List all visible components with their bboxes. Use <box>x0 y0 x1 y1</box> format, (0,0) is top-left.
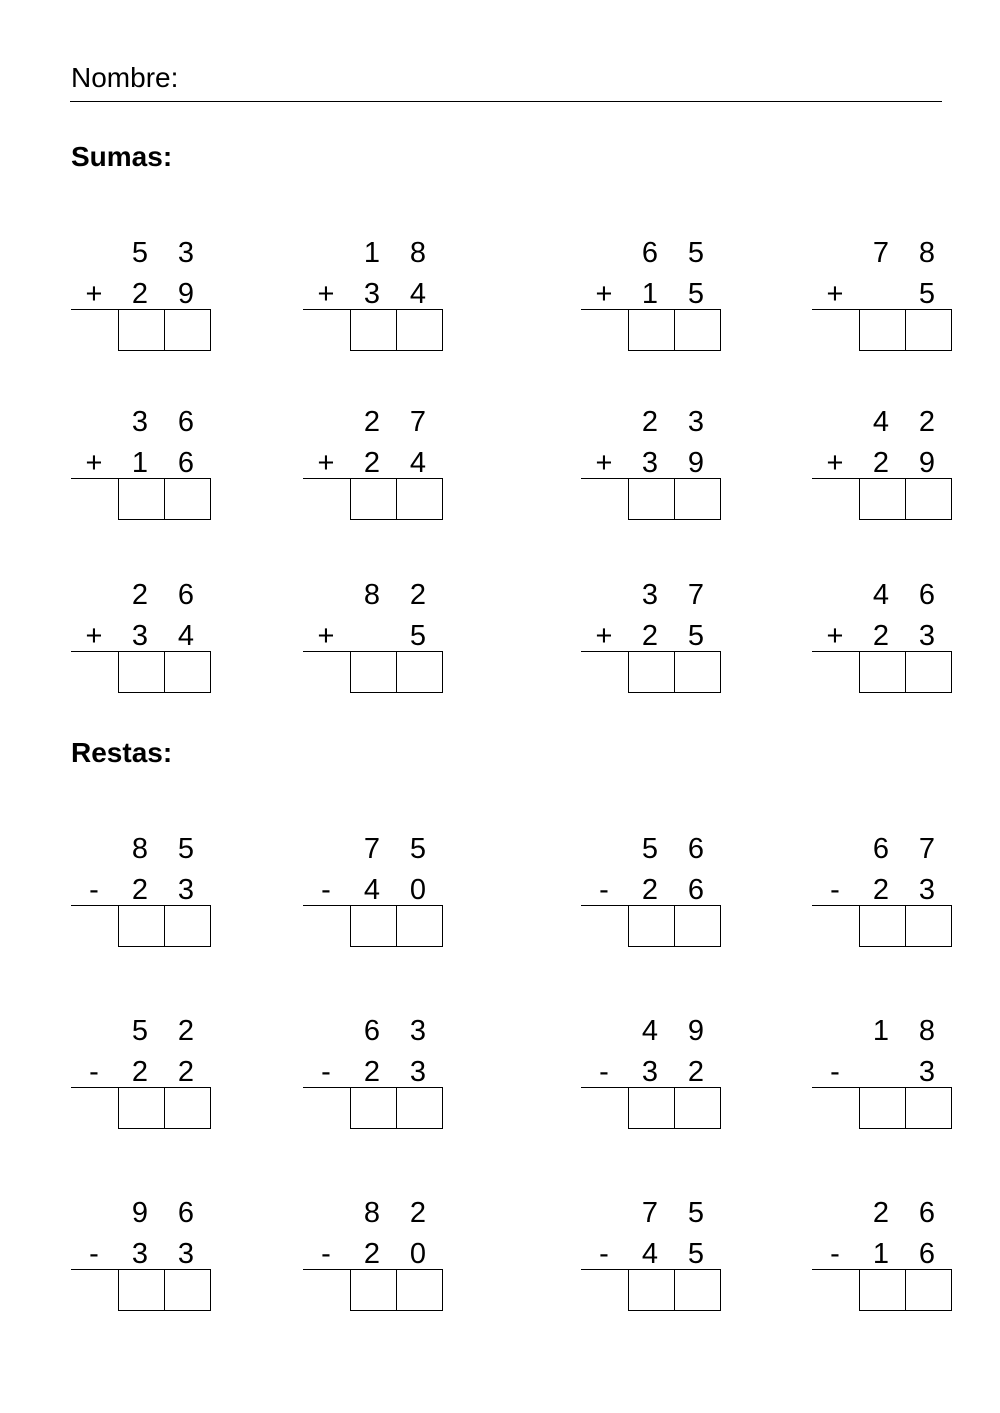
answer-ones-box[interactable] <box>396 310 443 351</box>
top-ones-digit: 7 <box>687 579 705 611</box>
bottom-ones-digit: 5 <box>918 278 936 310</box>
bottom-ones-digit: 0 <box>409 874 427 906</box>
answer-ones-box[interactable] <box>905 906 952 947</box>
answer-tens-box[interactable] <box>628 310 674 351</box>
addition-problem <box>812 575 952 707</box>
top-ones-digit: 2 <box>409 579 427 611</box>
answer-ones-box[interactable] <box>396 479 443 520</box>
bottom-tens-digit: 2 <box>363 447 381 479</box>
bottom-ones-digit: 5 <box>687 620 705 652</box>
bottom-ones-digit: 3 <box>177 874 195 906</box>
bottom-ones-digit: 4 <box>177 620 195 652</box>
bottom-ones-digit: 0 <box>409 1238 427 1270</box>
answer-tens-box[interactable] <box>118 1270 164 1311</box>
bottom-tens-digit: 2 <box>363 1056 381 1088</box>
subtraction-problem <box>303 1193 443 1325</box>
bottom-tens-digit: 3 <box>363 278 381 310</box>
bottom-tens-digit: 2 <box>131 278 149 310</box>
top-tens-digit: 6 <box>363 1015 381 1047</box>
top-ones-digit: 6 <box>177 579 195 611</box>
top-ones-digit: 3 <box>687 406 705 438</box>
operator-sign: - <box>830 1056 840 1088</box>
top-ones-digit: 6 <box>687 833 705 865</box>
top-ones-digit: 6 <box>918 579 936 611</box>
subtraction-problem <box>812 829 952 961</box>
operator-sign: - <box>830 874 840 906</box>
operator-sign: - <box>89 1056 99 1088</box>
bottom-ones-digit: 6 <box>177 447 195 479</box>
bottom-ones-digit: 2 <box>687 1056 705 1088</box>
bottom-ones-digit: 5 <box>409 620 427 652</box>
answer-tens-box[interactable] <box>628 652 674 693</box>
top-ones-digit: 5 <box>687 1197 705 1229</box>
bottom-tens-digit: 3 <box>131 620 149 652</box>
answer-ones-box[interactable] <box>674 479 721 520</box>
top-tens-digit: 4 <box>872 579 890 611</box>
answer-ones-box[interactable] <box>674 1270 721 1311</box>
answer-ones-box[interactable] <box>164 310 211 351</box>
answer-ones-box[interactable] <box>396 1270 443 1311</box>
answer-tens-box[interactable] <box>859 310 905 351</box>
answer-ones-box[interactable] <box>905 1088 952 1129</box>
operator-sign: - <box>89 874 99 906</box>
bottom-tens-digit: 4 <box>641 1238 659 1270</box>
bottom-ones-digit: 3 <box>918 620 936 652</box>
answer-tens-box[interactable] <box>118 479 164 520</box>
addition-problem <box>581 575 721 707</box>
answer-tens-box[interactable] <box>118 1088 164 1129</box>
bottom-ones-digit: 9 <box>177 278 195 310</box>
bottom-tens-digit: 1 <box>641 278 659 310</box>
bottom-tens-digit: 2 <box>641 874 659 906</box>
top-tens-digit: 2 <box>363 406 381 438</box>
operator-sign: + <box>826 447 844 479</box>
addition-problem <box>71 233 211 365</box>
answer-tens-box[interactable] <box>350 1088 396 1129</box>
top-ones-digit: 6 <box>918 1197 936 1229</box>
top-ones-digit: 6 <box>177 406 195 438</box>
subtraction-problem <box>71 829 211 961</box>
top-tens-digit: 8 <box>363 1197 381 1229</box>
addition-problem <box>303 233 443 365</box>
operator-sign: - <box>599 1056 609 1088</box>
operator-sign: + <box>826 620 844 652</box>
top-tens-digit: 3 <box>641 579 659 611</box>
answer-tens-box[interactable] <box>118 906 164 947</box>
operator-sign: + <box>85 620 103 652</box>
subtraction-problem <box>581 1011 721 1143</box>
subtraction-problem <box>71 1011 211 1143</box>
operator-sign: - <box>830 1238 840 1270</box>
answer-ones-box[interactable] <box>905 1270 952 1311</box>
top-tens-digit: 8 <box>363 579 381 611</box>
top-tens-digit: 5 <box>131 1015 149 1047</box>
answer-ones-box[interactable] <box>396 652 443 693</box>
answer-tens-box[interactable] <box>859 652 905 693</box>
section-title-sumas: Sumas: <box>71 141 173 172</box>
operator-sign: - <box>321 1238 331 1270</box>
answer-tens-box[interactable] <box>350 1270 396 1311</box>
top-ones-digit: 7 <box>918 833 936 865</box>
answer-tens-box[interactable] <box>628 479 674 520</box>
top-tens-digit: 2 <box>641 406 659 438</box>
top-ones-digit: 2 <box>409 1197 427 1229</box>
bottom-tens-digit: 1 <box>872 1238 890 1270</box>
subtraction-problem <box>581 1193 721 1325</box>
answer-tens-box[interactable] <box>350 479 396 520</box>
bottom-ones-digit: 6 <box>918 1238 936 1270</box>
operator-sign: + <box>317 447 335 479</box>
bottom-tens-digit: 3 <box>641 447 659 479</box>
addition-problem <box>812 233 952 365</box>
answer-tens-box[interactable] <box>350 310 396 351</box>
operator-sign: + <box>595 278 613 310</box>
operator-sign: - <box>89 1238 99 1270</box>
answer-ones-box[interactable] <box>674 652 721 693</box>
subtraction-problem <box>303 1011 443 1143</box>
operator-sign: + <box>595 447 613 479</box>
addition-problem <box>303 402 443 534</box>
bottom-ones-digit: 6 <box>687 874 705 906</box>
top-tens-digit: 4 <box>872 406 890 438</box>
name-line[interactable] <box>70 101 942 102</box>
bottom-tens-digit: 2 <box>131 1056 149 1088</box>
answer-tens-box[interactable] <box>118 310 164 351</box>
addition-problem <box>581 402 721 534</box>
answer-tens-box[interactable] <box>628 906 674 947</box>
subtraction-problem <box>303 829 443 961</box>
top-ones-digit: 8 <box>918 237 936 269</box>
bottom-ones-digit: 3 <box>918 1056 936 1088</box>
top-tens-digit: 2 <box>872 1197 890 1229</box>
top-tens-digit: 8 <box>131 833 149 865</box>
section-title-restas: Restas: <box>71 737 173 768</box>
bottom-tens-digit: 3 <box>641 1056 659 1088</box>
top-ones-digit: 3 <box>409 1015 427 1047</box>
bottom-ones-digit: 3 <box>918 874 936 906</box>
operator-sign: - <box>599 874 609 906</box>
bottom-ones-digit: 3 <box>409 1056 427 1088</box>
bottom-ones-digit: 3 <box>177 1238 195 1270</box>
operator-sign: + <box>317 278 335 310</box>
operator-sign: - <box>599 1238 609 1270</box>
top-tens-digit: 7 <box>872 237 890 269</box>
top-ones-digit: 6 <box>177 1197 195 1229</box>
answer-ones-box[interactable] <box>905 310 952 351</box>
operator-sign: + <box>85 447 103 479</box>
operator-sign: - <box>321 874 331 906</box>
answer-ones-box[interactable] <box>164 1088 211 1129</box>
bottom-tens-digit: 4 <box>363 874 381 906</box>
top-tens-digit: 4 <box>641 1015 659 1047</box>
answer-tens-box[interactable] <box>859 1270 905 1311</box>
answer-ones-box[interactable] <box>674 1088 721 1129</box>
bottom-ones-digit: 9 <box>687 447 705 479</box>
answer-ones-box[interactable] <box>164 1270 211 1311</box>
answer-ones-box[interactable] <box>905 652 952 693</box>
subtraction-problem <box>71 1193 211 1325</box>
operator-sign: + <box>85 278 103 310</box>
answer-tens-box[interactable] <box>118 652 164 693</box>
subtraction-problem <box>581 829 721 961</box>
operator-sign: + <box>826 278 844 310</box>
top-tens-digit: 6 <box>641 237 659 269</box>
answer-tens-box[interactable] <box>628 1088 674 1129</box>
top-ones-digit: 8 <box>409 237 427 269</box>
answer-ones-box[interactable] <box>674 310 721 351</box>
bottom-ones-digit: 2 <box>177 1056 195 1088</box>
operator-sign: - <box>321 1056 331 1088</box>
subtraction-problem <box>812 1011 952 1143</box>
top-ones-digit: 3 <box>177 237 195 269</box>
top-tens-digit: 5 <box>131 237 149 269</box>
bottom-ones-digit: 4 <box>409 278 427 310</box>
top-tens-digit: 9 <box>131 1197 149 1229</box>
addition-problem <box>581 233 721 365</box>
bottom-tens-digit: 2 <box>872 620 890 652</box>
answer-ones-box[interactable] <box>674 906 721 947</box>
top-ones-digit: 2 <box>918 406 936 438</box>
addition-problem <box>303 575 443 707</box>
bottom-ones-digit: 4 <box>409 447 427 479</box>
answer-ones-box[interactable] <box>164 906 211 947</box>
addition-problem <box>812 402 952 534</box>
top-ones-digit: 8 <box>918 1015 936 1047</box>
addition-problem <box>71 575 211 707</box>
bottom-ones-digit: 5 <box>687 278 705 310</box>
top-ones-digit: 5 <box>409 833 427 865</box>
name-label: Nombre: <box>71 62 179 93</box>
bottom-tens-digit: 2 <box>872 874 890 906</box>
bottom-tens-digit: 1 <box>131 447 149 479</box>
addition-problem <box>71 402 211 534</box>
answer-tens-box[interactable] <box>350 652 396 693</box>
operator-sign: + <box>595 620 613 652</box>
answer-tens-box[interactable] <box>859 479 905 520</box>
bottom-tens-digit: 2 <box>363 1238 381 1270</box>
answer-tens-box[interactable] <box>859 1088 905 1129</box>
bottom-ones-digit: 9 <box>918 447 936 479</box>
top-ones-digit: 5 <box>177 833 195 865</box>
top-ones-digit: 7 <box>409 406 427 438</box>
answer-ones-box[interactable] <box>164 652 211 693</box>
bottom-tens-digit: 3 <box>131 1238 149 1270</box>
top-ones-digit: 2 <box>177 1015 195 1047</box>
answer-ones-box[interactable] <box>905 479 952 520</box>
top-ones-digit: 9 <box>687 1015 705 1047</box>
answer-ones-box[interactable] <box>396 1088 443 1129</box>
bottom-tens-digit: 2 <box>131 874 149 906</box>
top-tens-digit: 1 <box>872 1015 890 1047</box>
answer-tens-box[interactable] <box>350 906 396 947</box>
answer-ones-box[interactable] <box>164 479 211 520</box>
top-tens-digit: 7 <box>363 833 381 865</box>
top-tens-digit: 1 <box>363 237 381 269</box>
top-tens-digit: 7 <box>641 1197 659 1229</box>
bottom-tens-digit: 2 <box>872 447 890 479</box>
answer-tens-box[interactable] <box>628 1270 674 1311</box>
answer-tens-box[interactable] <box>859 906 905 947</box>
top-tens-digit: 3 <box>131 406 149 438</box>
operator-sign: + <box>317 620 335 652</box>
subtraction-problem <box>812 1193 952 1325</box>
top-tens-digit: 2 <box>131 579 149 611</box>
answer-ones-box[interactable] <box>396 906 443 947</box>
bottom-ones-digit: 5 <box>687 1238 705 1270</box>
top-ones-digit: 5 <box>687 237 705 269</box>
bottom-tens-digit: 2 <box>641 620 659 652</box>
top-tens-digit: 6 <box>872 833 890 865</box>
top-tens-digit: 5 <box>641 833 659 865</box>
